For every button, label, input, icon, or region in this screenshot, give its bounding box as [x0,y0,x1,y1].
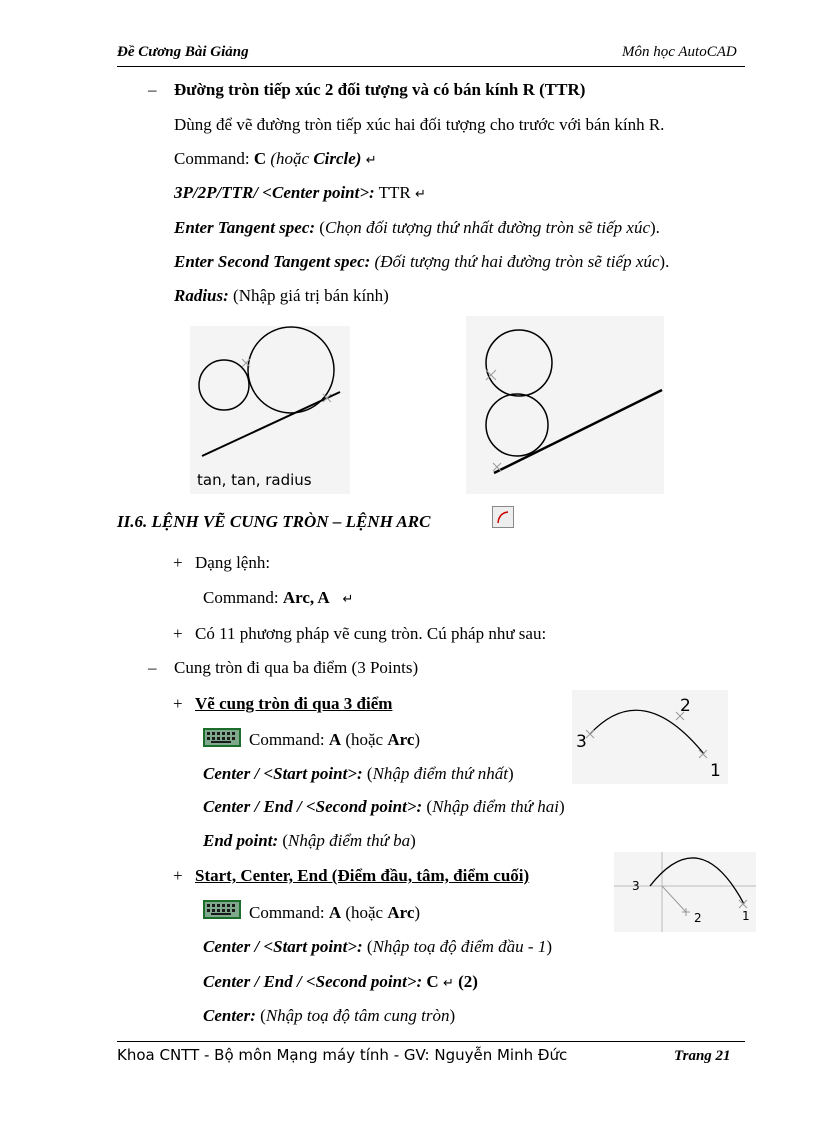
3p-arc-figure [572,690,728,784]
page-number: Trang 21 [674,1048,731,1064]
keyboard-icon [203,728,241,747]
sce-title: Start, Center, End (Điểm đầu, tâm, điểm cuối) [195,866,530,885]
3p-command: Command: A (hoặc Arc) [249,730,421,749]
arc-methods-text: Có 11 phương pháp vẽ cung tròn. Cú pháp như sau: [195,624,547,643]
arc-tool-icon [492,506,514,528]
3p-title: Vẽ cung tròn đi qua 3 điểm [195,694,393,713]
ttr-tangent2: Enter Second Tangent spec: (Đối tượng thứ hai đường tròn sẽ tiếp xúc). [174,252,670,271]
sce-arc-figure [614,852,756,932]
point-label-1: 1 [742,909,750,923]
3p-prompt1: Center / <Start point>: (Nhập điểm thứ nhất) [203,764,514,783]
point-label-1: 1 [710,761,721,781]
keyboard-icon [203,900,241,919]
arc-form-command: Command: Arc, A ↵ [203,588,354,607]
ttr-figure-right [466,316,664,494]
ttr-title: Đường tròn tiếp xúc 2 đối tượng và có bán kính R (TTR) [174,80,586,99]
three-points-title: Cung tròn đi qua ba điểm (3 Points) [174,658,419,677]
three-points-dash: – [148,658,157,677]
footer-divider [117,1041,745,1042]
arc-methods-bullet: + [173,624,183,643]
point-label-2: 2 [680,696,691,716]
3p-bullet: + [173,694,183,713]
ttr-prompt: 3P/2P/TTR/ <Center point>: TTR ↵ [174,183,426,202]
header-left: Đề Cương Bài Giảng [117,44,249,60]
arc-form-bullet: + [173,553,183,572]
sce-prompt1: Center / <Start point>: (Nhập toạ độ điểm đầu - 1) [203,937,553,956]
ttr-radius: Radius: (Nhập giá trị bán kính) [174,286,389,305]
ttr-figure-left [190,326,350,494]
sce-command: Command: A (hoặc Arc) [249,903,421,922]
footer-left: Khoa CNTT - Bộ môn Mạng máy tính - GV: Nguyễn Minh Đức [117,1046,568,1064]
point-label-2: 2 [694,911,702,925]
point-label-3: 3 [632,879,640,893]
sce-bullet: + [173,866,183,885]
header-divider [117,66,745,67]
sce-prompt2: Center / End / <Second point>: C ↵ (2) [203,972,478,991]
point-label-3: 3 [576,732,587,752]
ttr-command: Command: C (hoặc Circle) ↵ [174,149,377,168]
ttr-dash: – [148,80,157,99]
figure-caption: tan, tan, radius [197,471,312,489]
arc-form-label: Dạng lệnh: [195,553,271,572]
ttr-desc: Dùng để vẽ đường tròn tiếp xúc hai đối tượng cho trước với bán kính R. [174,115,665,134]
ttr-tangent1: Enter Tangent spec: (Chọn đối tượng thứ nhất đường tròn sẽ tiếp xúc). [174,218,660,237]
3p-prompt3: End point: (Nhập điểm thứ ba) [203,831,416,850]
3p-prompt2: Center / End / <Second point>: (Nhập điểm thứ hai) [203,797,565,816]
header-right: Môn học AutoCAD [622,44,737,60]
sce-prompt3: Center: (Nhập toạ độ tâm cung tròn) [203,1006,456,1025]
arc-section-heading: II.6. LỆNH VẼ CUNG TRÒN – LỆNH ARC [117,512,431,531]
